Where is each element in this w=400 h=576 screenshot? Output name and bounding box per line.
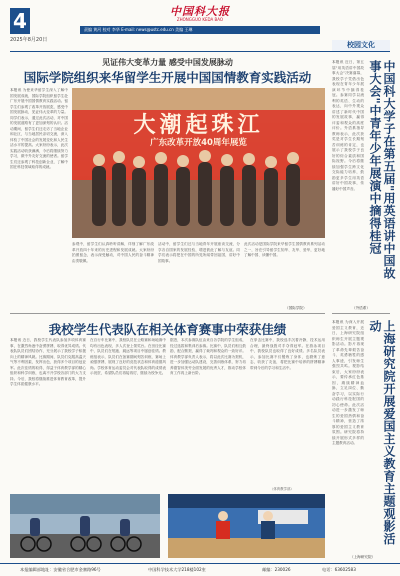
editor-info-bar: 责编 黄河 校对 李华 E-mail: news@ustc.edu.cn 美编 王琳 [80,26,320,34]
article1-body-col3: 活动中，留学生们还与当地青年开展座谈交流，分享各自国家的发展经验，增进彼此了解与友谊。同学们表示将把在中国的所见所闻带回祖国，讲好中国故事。 [158,242,240,263]
article3-correspondent: （外语系） [352,306,370,310]
exhibit-banner-subtitle: 广东改革开放40周年展览 [150,138,247,148]
article3-body: 本报讯 近日，第五届"用英语讲中国故事大会"决赛落幕，我校学子凭借出色表现在青年少年展演环节中摘得桂冠。参赛同学以流利的英语、生动的表达，向中外观众讲述了新时代中国的发展故事，赢得评委和观众的高度评价。外语系指导教师表示，此次获奖是对学生长期刻苦训练的肯定，也展示了我校学子良好的综合素质和国际视野。今后将继续加强学生跨文化交际能力培养，鼓励更多学生用英语讲好中国故事，传播好中国声音。 [332,60,364,191]
article4-byline: 本报讯 [332,320,344,324]
footer-postcode: 邮编：230026 [262,567,291,572]
article-divider [10,313,325,314]
footer-address: 本报编辑部地址：安徽省合肥市金寨路96号 [20,567,101,572]
article1-byline: 本报讯 [10,88,22,92]
article4-correspondent: （上海研究院） [350,555,376,559]
page-footer [0,563,400,576]
article1-body-col4: 此次活动是国际学院来华留学生国情教育系列活动之一，旨在引导留学生知华、友华、爱华，更好地了解中国、读懂中国。 [244,242,325,257]
article2-byline: 本报讯 [10,338,22,342]
article2-photo-caption: （体育教学部） [270,487,294,491]
article1-body-col2: 参观中，留学生们认真聆听讲解，详细了解广东改革开放四十年来的历史进程和发展成就。大家纷纷拍照留念，表示深受触动，对中国人民的奋斗精神由衷敬佩。 [72,242,154,263]
article1-headline: 国际学院组织来华留学生开展中国国情教育实践活动 [23,70,312,85]
footer-phone: 电话：63602583 [322,567,356,572]
article2-body-col3: 据悉，本次参赛队伍由来自各学院的学生组成，经过选拔和集训后参赛。比赛中，队员们相互鼓励，配合默契，赢得了裁判和观众的一致好评。体育教学部负责人表示，将以此次比赛为契机，进一步加强运动队建设，完善训练体系，努力培养德智体美劳全面发展的优秀人才，推动学校体育工作再上新台阶。 [170,338,246,375]
cycling-photo-graphic [10,494,160,558]
article3-headline: 中国科大学子在第五届"用英语讲中国故事大会"中青年少年展演中摘得桂冠 [368,60,396,280]
masthead [0,0,400,50]
article4-body: 本报讯 为深入开展爱国主义教育，近日，上海研究院组织师生开展主题观影活动。影片再现了革命先辈艰苦奋斗、英勇牺牲的感人事迹，引发师生强烈共鸣。观影结束后，大家纷纷表示，要传承红色基因，赓续精神血脉，立足岗位、勤奋学习，以实际行动践行科技报国的初心使命。此次活动进一步激发了师生的爱国热情和奋斗精神，营造了浓厚的爱国主义教育氛围。研究院将持续开展形式多样的主题教育活动。 [332,320,364,445]
page-number: 4 [10,8,30,34]
article1-body-col1: 本报讯 为使来华留学生深入了解中国发展成就，国际学院组织留学生赴广东开展中国国情教育实践活动。留学生们参观了改革开放展览，感受中国发展脉动，见证伟大变革的力量。同学们表示，通过此次活动，对中国的发展道路有了更加深刻的认识。活动期间，留学生们还走访了当地企业和社区，与当地居民亲切交流，深入体验了中国社会的发展变化和人民生活水平的提高。大家纷纷表示，此次实践活动收获满满，今后将继续努力学习，做中外友好交流的使者。留学生们还参观了科技创新企业，了解中国在科技领域取得的成就。 [10,88,68,169]
article4-headline: 上海研究院开展爱国主义教育主题观影活动 [368,320,396,545]
right-column-divider [332,313,390,314]
exhibit-photo [72,88,325,238]
boxing-photo-graphic [168,494,325,558]
footer-unit: 中国科学技术大学218楼102室 [148,567,206,572]
newspaper-logo: 中国科大报 [170,5,230,18]
article1-correspondent: （国际学院） [285,306,307,310]
article1-kicker: 见证伟大变革力量 感受中国发展脉动 [102,58,233,67]
exhibit-banner-title: 大潮起珠江 [133,113,264,138]
article2-body-col1: 本报讯 近日，我校学生代表队参加多项体育赛事，在激烈角逐中奋勇拼搏，取得优异成绩。代表队队员们团结协作，充分展示了我校学子积极向上的精神风貌。比赛期间，队员们克服高温天气等不利因素，发挥出色，获得多个项目的冠亚军。此次佳绩的取得，得益于体育教学部的精心组织和科学训练，也离不开学校各部门的大力支持。今后，我校将继续推进体育教育改革，提升学生体质健康水平。 [10,338,86,386]
issue-date: 2025年8月20日 [10,37,48,43]
boxing-photo [168,494,325,558]
masthead-rule [10,51,390,52]
article2-body-col2: 在自行车比赛中，我校队员在公路赛和场地赛中均有出色表现，多人次登上领奖台。在田径比赛中，队员们在短跑、跳远等项目中屡创佳绩。教练组表示，队员们在备赛期间刻苦训练，赛场上顽强拼搏，展现了良好的竞技状态和体育道德风尚。学校体育运动委员会对代表队取得的成绩表示祝贺，希望队员们再接再厉，继续为校争光。 [90,338,166,375]
article3-byline: 本报讯 [332,60,344,64]
cycling-photo [10,494,160,558]
article2-body-col4: 在拳击比赛中，我校选手沉着冷静，技术运用合理，最终战胜对手夺得冠军。在游泳项目中，我校队员也取得了良好成绩。多名队员表示，参加比赛不仅锻炼了身体，也磨炼了意志，收获了友谊，将把比赛中培养的拼搏精神带到今后的学习和生活中。 [250,338,325,370]
newspaper-logo-sub: ZHONGGUO KEDA BAO [176,17,224,22]
section-label: 校园文化 [332,40,390,52]
article2-headline: 我校学生代表队在相关体育赛事中荣获佳绩 [48,322,287,337]
